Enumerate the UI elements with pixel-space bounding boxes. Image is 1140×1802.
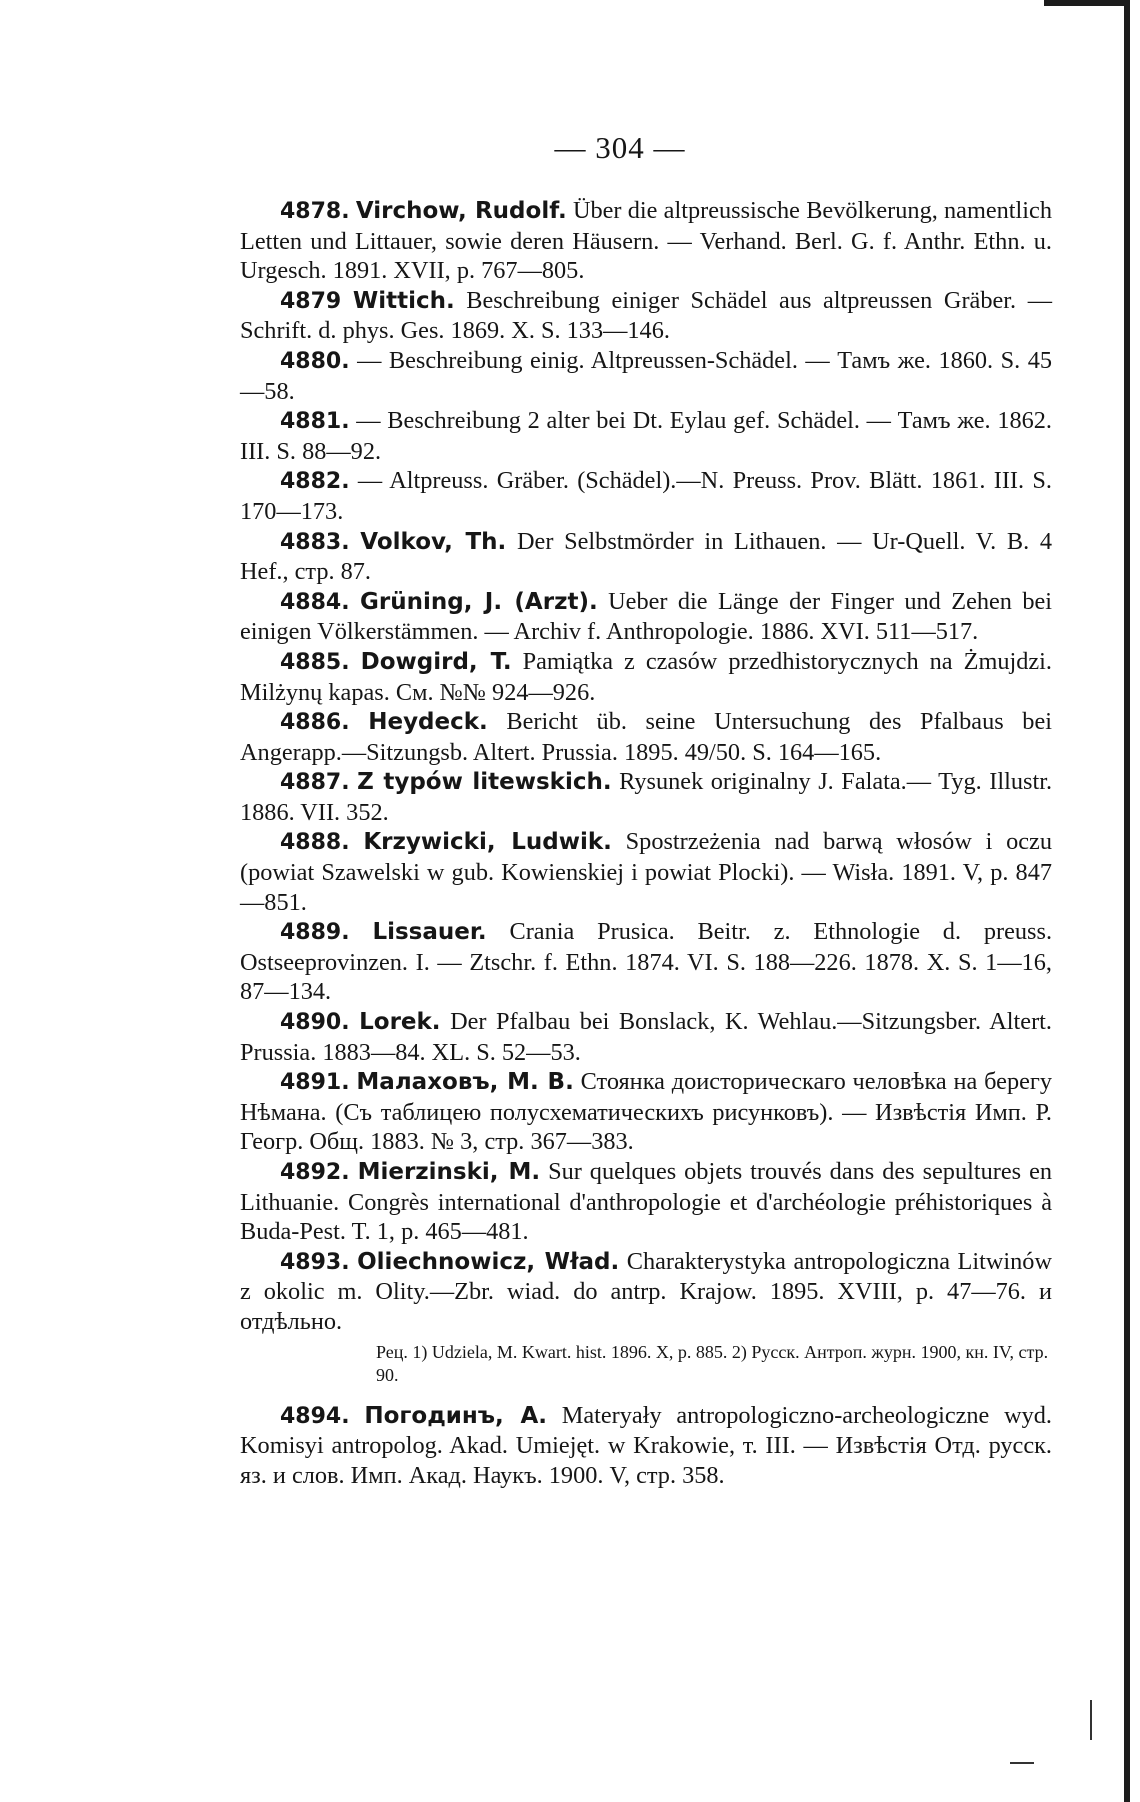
entry-number: 4886. [280,710,350,736]
entry-author: Krzywicki, Ludwik. [363,829,612,856]
scan-mark [1010,1762,1034,1764]
entry-4882 [240,466,1052,526]
entry-number: 4881. [280,409,350,435]
entry-number: 4879 [280,288,342,314]
entry-4883 [240,527,1052,587]
entry-4886 [240,707,1052,767]
entry-text: Charakterystyka antropologiczna Litwinów z okolic m. Olity.—Zbr. wiad. do antrp. Krajow. 1895. XVIII, p. 47—76. и отдѣльно. [240,1247,1053,1335]
entry-number: 4892. [280,1160,350,1185]
entry-author: Малаховъ, М. В. [356,1069,574,1096]
entry-text: Sur quelques objets trouvés dans des sepultures en Lithuanie. Congrès international d'anthropologie et d'archéologie préhistoriques à Buda-Pest. T. 1, p. 465—481. [240,1158,1052,1246]
entry-text: Стоянка доисторическаго человѣка на берегу Нѣмана. (Съ таблицею полусхематическихъ рисунковъ). — Извѣстія Имп. Р. Геогр. Общ. 1883. № 3, стр. 367—383. [240,1068,1053,1156]
entry-number: 4891. [280,1070,350,1096]
entry-number: 4882. [280,469,350,495]
entry-number: 4884. [280,589,350,615]
entry-4878 [240,196,1052,286]
entry-author: Oliechnowicz, Wład. [357,1248,620,1275]
entry-4893 [240,1247,1052,1337]
page-number: — 304 — [554,130,686,165]
entry-text: Der Selbstmörder in Lithauen. — Ur-Quell. V. B. 4 Hef., стр. 87. [240,527,1052,586]
entry-number: 4883. [280,529,350,555]
entry-number: 4888. [280,830,350,856]
entry-text: Der Pfalbau bei Bonslack, K. Wehlau.—Sitzungsber. Altert. Prussia. 1883—84. XL. S. 52—53. [240,1008,1052,1066]
entry-text: Pamiątka z czasów przedhistorycznych na Żmujdzi. Milżynų kapas. См. №№ 924—926. [240,647,1052,706]
bibliography-list [240,196,1052,1490]
entry-number: 4880. [280,348,350,374]
entry-author: Grüning, J. (Arzt). [360,588,598,615]
entry-text: Ueber die Länge der Finger und Zehen bei einigen Völkerstämmen. — Archiv f. Anthropologie. 1886. XVI. 511—517. [240,587,1053,646]
entry-number: 4889. [280,920,350,946]
entry-author: Z typów litewskich. [357,769,612,796]
scan-edge-top [1044,0,1124,6]
entry-number: 4894. [280,1403,350,1429]
entry-4892 [240,1157,1052,1247]
entry-4888 [240,827,1052,917]
entry-text: Crania Prusica. Beitr. z. Ethnologie d. preuss. Ostseeprovinzen. I. — Ztschr. f. Ethn. 1874. VI. S. 188—226. 1878. X. S. 1—16, 87—134. [240,918,1053,1006]
entry-4885 [240,647,1052,707]
entry-author: Heydeck. [368,709,488,736]
entry-4893-review-note: Рец. 1) Udziela, M. Kwart. hist. 1896. X, p. 885. 2) Русск. Антроп. журн. 1900, кн. IV, стр. 90. [376,1341,1049,1385]
entry-author: Dowgird, T. [360,648,512,675]
entry-4880 [240,346,1052,406]
entry-4879 [240,286,1052,346]
scan-mark [1090,1700,1092,1740]
entry-author: Mierzinski, M. [357,1159,541,1185]
entry-4889 [240,917,1052,1007]
entry-number: 4893. [280,1249,350,1275]
entry-text: Über die altpreussische Bevölkerung, namentlich Letten und Littauer, sowie deren Häusern. — Verhand. Berl. G. f. Anthr. Ethn. u. Urgesch. 1891. XVII, p. 767—805. [240,197,1052,285]
scan-edge-right [1124,0,1130,1802]
entry-author: Volkov, Th. [360,528,507,555]
entry-text: — Beschreibung einig. Altpreussen-Schädel. — Тамъ же. 1860. S. 45—58. [240,346,1052,405]
entry-4891 [240,1067,1052,1157]
entry-text: Materyały antropologiczno-archeologiczne wyd. Komisyi antropolog. Akad. Umiejęt. w Krakowie, т. III. — Извѣстія Отд. русск. яз. и слов. Имп. Акад. Наукъ. 1900. V, стр. 358. [240,1401,1052,1489]
entry-4884 [240,587,1052,647]
entry-4887 [240,767,1052,827]
entry-author: Lorek. [359,1009,441,1036]
entry-text: Beschreibung einiger Schädel aus altpreussen Gräber. — Schrift. d. phys. Ges. 1869. X. S. 133—146. [240,286,1052,345]
entry-text: — Altpreuss. Gräber. (Schädel).—N. Preuss. Prov. Blätt. 1861. III. S. 170—173. [240,467,1053,525]
entry-author: Virchow, Rudolf. [355,198,567,224]
entry-4881 [240,406,1052,466]
entry-text: — Beschreibung 2 alter bei Dt. Eylau gef. Schädel. — Тамъ же. 1862. III. S. 88—92. [240,407,1052,465]
entry-author: Wittich. [352,287,455,314]
entry-number: 4885. [280,649,350,675]
entry-4890 [240,1007,1052,1067]
entry-text: Bericht üb. seine Untersuchung des Pfalbaus bei Angerapp.—Sitzungsb. Altert. Prussia. 1895. 49/50. S. 164—165. [240,708,1052,766]
entry-author: Lissauer. [372,919,487,946]
entry-4894 [240,1401,1052,1491]
entry-text: Spostrzeżenia nad barwą włosów i oczu (powiat Szawelski w gub. Kowienskiej i powiat Plocki). — Wisła. 1891. V, p. 847—851. [240,828,1052,916]
entry-number: 4878. [280,199,350,224]
entry-text: Rysunek originalny J. Falata.— Tyg. Illustr. 1886. VII. 352. [240,768,1053,826]
entry-author: Погодинъ, А. [364,1402,548,1429]
entry-number: 4887. [280,770,350,796]
entry-number: 4890. [280,1010,350,1036]
